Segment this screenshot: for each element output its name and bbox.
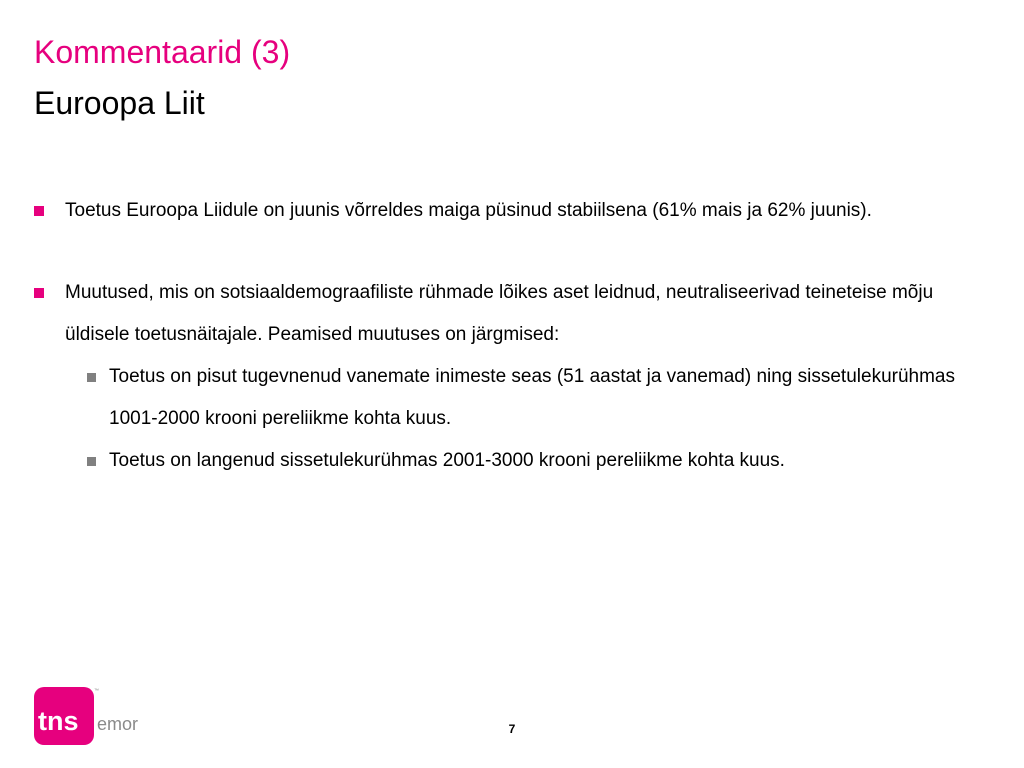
sub-bullet-text: Toetus on langenud sissetulekurühmas 2001-3000 krooni pereliikme kohta kuus.: [109, 450, 785, 471]
slide-title: Kommentaarid (3): [34, 34, 291, 70]
slide-subtitle: Euroopa Liit: [34, 85, 205, 121]
bullet-item: [34, 272, 974, 482]
sub-bullet-item: [87, 440, 974, 482]
page-number: 7: [508, 722, 516, 736]
sub-bullet-square-icon: [87, 457, 96, 466]
tns-emor-logo: [34, 684, 144, 748]
sub-bullet-square-icon: [87, 373, 96, 382]
logo-emor-text: emor: [97, 714, 139, 734]
sub-bullet-item: [87, 356, 974, 440]
sub-bullet-text: Toetus on pisut tugevnenud vanemate inimeste seas (51 aastat ja vanemad) ning sissetulekurühmas 1001-2000 krooni pereliikme kohta kuus.: [109, 366, 955, 429]
bullet-item: [34, 190, 974, 232]
bullet-square-icon: [34, 288, 44, 298]
bullet-text: Muutused, mis on sotsiaaldemograafiliste rühmade lõikes aset leidnud, neutraliseerivad teineteise mõju üldisele toetusnäitajale. Peamised muutuses on järgmised:: [65, 282, 934, 345]
bullet-text: Toetus Euroopa Liidule on juunis võrreldes maiga püsinud stabiilsena (61% mais ja 62% juunis).: [65, 200, 872, 221]
sub-bullet-list: [34, 356, 974, 482]
logo-trademark: ™: [94, 688, 99, 694]
bullet-list: [34, 190, 974, 482]
bullet-square-icon: [34, 206, 44, 216]
logo-tns-text: tns: [38, 706, 79, 736]
